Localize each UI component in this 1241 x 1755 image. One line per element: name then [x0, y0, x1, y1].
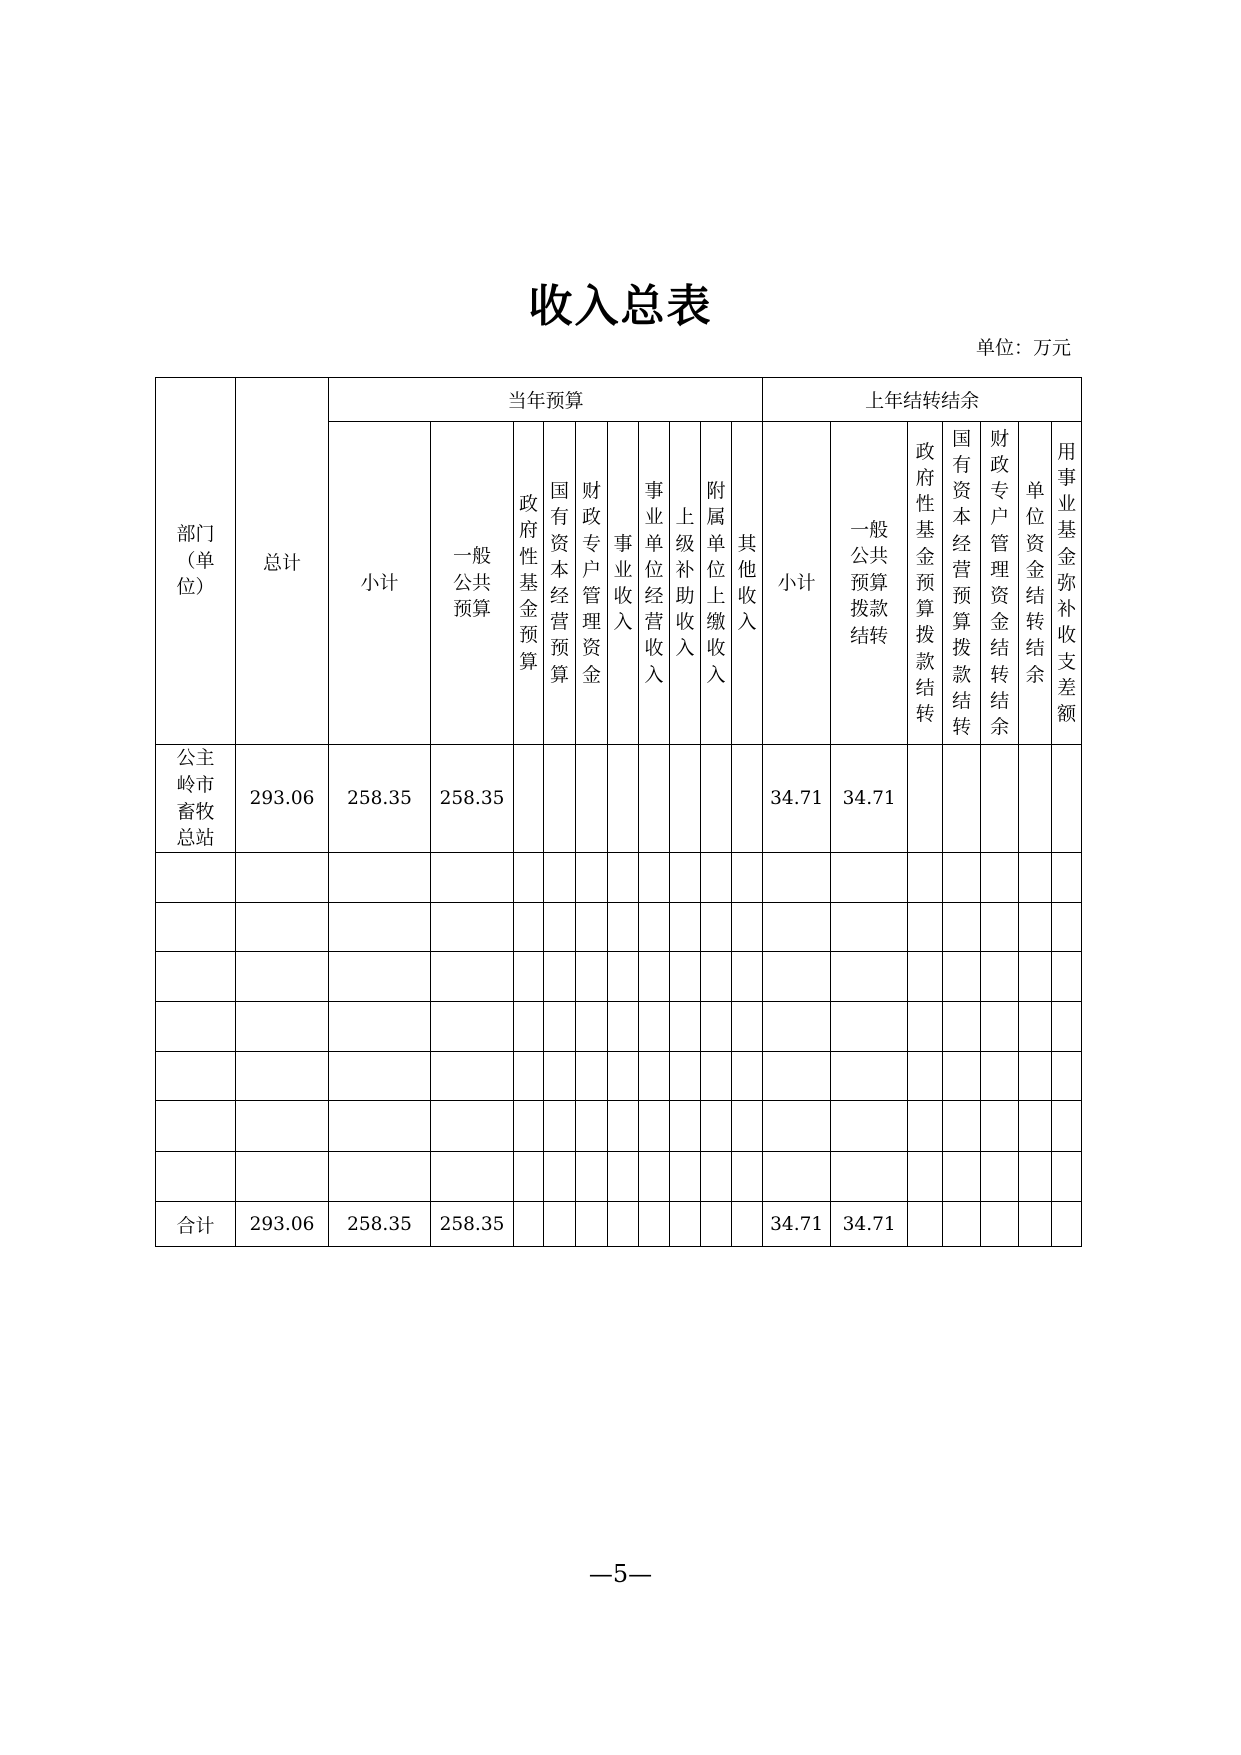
- totals-prior-general-budget: 34.71: [831, 1202, 908, 1247]
- header-current-special-account: 财政专户管理资金: [576, 422, 608, 745]
- header-current-gov-fund: 政府性基金预算: [514, 422, 544, 745]
- row-total: 293.06: [236, 745, 329, 853]
- header-prior-year: 上年结转结余: [763, 378, 1082, 422]
- row-cell: [608, 745, 639, 853]
- totals-cell: [576, 1202, 608, 1247]
- page-number: —5—: [588, 1560, 653, 1588]
- header-department: 部门（单位）: [156, 378, 236, 745]
- header-current-superior-subsidy: 上级补助收入: [670, 422, 701, 745]
- header-current-affiliate-remit: 附属单位上缴收入: [701, 422, 732, 745]
- totals-cell: [639, 1202, 670, 1247]
- totals-cell: [943, 1202, 981, 1247]
- totals-cell: [732, 1202, 763, 1247]
- totals-label: 合计: [156, 1202, 236, 1247]
- header-row-1: [156, 378, 1082, 422]
- empty-row: [156, 1052, 1082, 1101]
- header-prior-unit-funds: 单位资金结转结余: [1019, 422, 1052, 745]
- row-cell: [701, 745, 732, 853]
- totals-cell: [544, 1202, 576, 1247]
- empty-row: [156, 952, 1082, 1002]
- row-cell: [1052, 745, 1082, 853]
- header-total: 总计: [236, 378, 329, 745]
- row-prior-general-budget: 34.71: [831, 745, 908, 853]
- row-cell: [943, 745, 981, 853]
- row-cell: [639, 745, 670, 853]
- header-prior-subtotal: 小计: [763, 422, 831, 745]
- totals-cell: [701, 1202, 732, 1247]
- header-current-year: 当年预算: [329, 378, 763, 422]
- header-current-other-income: 其他收入: [732, 422, 763, 745]
- empty-row: [156, 1002, 1082, 1052]
- header-current-state-capital: 国有资本经营预算: [544, 422, 576, 745]
- row-cell: [544, 745, 576, 853]
- totals-cell: [670, 1202, 701, 1247]
- header-current-business-income: 事业收入: [608, 422, 639, 745]
- header-prior-general-budget: 一般公共预算拨款结转: [831, 422, 908, 745]
- row-cell: [732, 745, 763, 853]
- unit-label: 单位：万元: [975, 337, 1071, 359]
- empty-row: [156, 853, 1082, 903]
- header-current-general-budget: 一般公共预算: [431, 422, 514, 745]
- header-current-subtotal: 小计: [329, 422, 431, 745]
- department-name: 公主岭市畜牧总站: [156, 745, 236, 853]
- totals-row: [156, 1202, 1082, 1247]
- totals-cell: [608, 1202, 639, 1247]
- header-prior-state-capital: 国有资本经营预算拨款结转: [943, 422, 981, 745]
- header-prior-special-account: 财政专户管理资金结转结余: [981, 422, 1019, 745]
- empty-row: [156, 903, 1082, 952]
- totals-current-general-budget: 258.35: [431, 1202, 514, 1247]
- row-prior-subtotal: 34.71: [763, 745, 831, 853]
- totals-cell: [514, 1202, 544, 1247]
- document-title: 收入总表: [528, 281, 713, 332]
- row-cell: [514, 745, 544, 853]
- empty-row: [156, 1152, 1082, 1202]
- row-current-subtotal: 258.35: [329, 745, 431, 853]
- totals-current-subtotal: 258.35: [329, 1202, 431, 1247]
- table-row: [156, 745, 1082, 853]
- row-cell: [1019, 745, 1052, 853]
- header-prior-business-fund: 用事业基金弥补收支差额: [1052, 422, 1082, 745]
- totals-cell: [908, 1202, 943, 1247]
- empty-row: [156, 1101, 1082, 1152]
- totals-prior-subtotal: 34.71: [763, 1202, 831, 1247]
- row-cell: [981, 745, 1019, 853]
- totals-total: 293.06: [236, 1202, 329, 1247]
- income-summary-table: [155, 377, 1082, 1247]
- header-current-business-operating: 事业单位经营收入: [639, 422, 670, 745]
- row-cell: [670, 745, 701, 853]
- totals-cell: [1052, 1202, 1082, 1247]
- row-current-general-budget: 258.35: [431, 745, 514, 853]
- row-cell: [576, 745, 608, 853]
- header-prior-gov-fund: 政府性基金预算拨款结转: [908, 422, 943, 745]
- totals-cell: [1019, 1202, 1052, 1247]
- totals-cell: [981, 1202, 1019, 1247]
- row-cell: [908, 745, 943, 853]
